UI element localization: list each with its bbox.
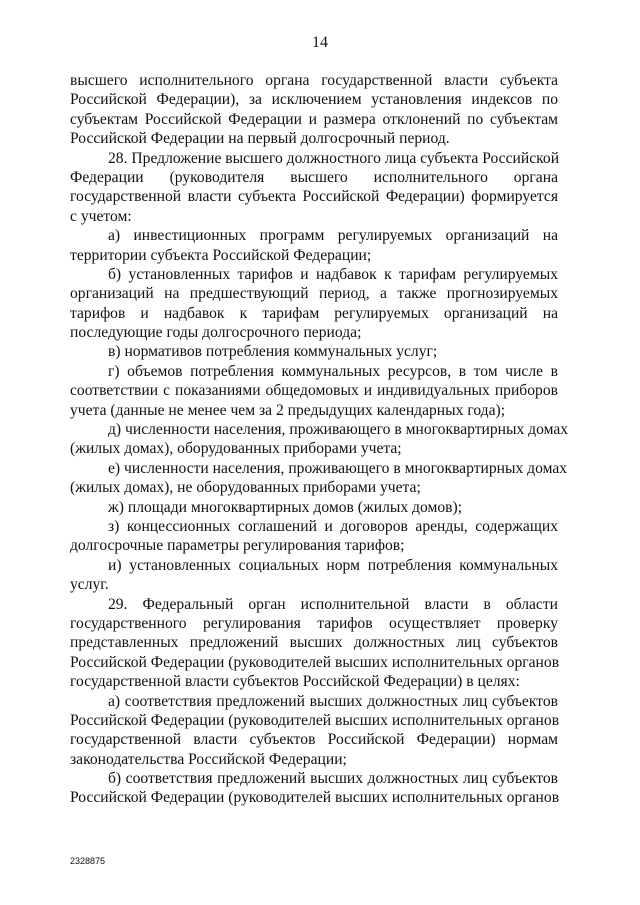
text-line: з) концессионных соглашений и договоров аренды, содержащих	[108, 517, 558, 535]
text-line: последующие годы долгосрочного периода;	[70, 324, 362, 342]
text-line: соответствии с показаниями общедомовых и индивидуальных приборов	[70, 382, 558, 400]
text-line: 29. Федеральный орган исполнительной власти в области	[108, 595, 558, 613]
text-line: Федерации (руководителя высшего исполнительного органа	[70, 168, 558, 186]
document-code: 2328875	[70, 856, 106, 866]
text-line: территории субъекта Российской Федерации;	[70, 246, 372, 264]
text-line: учета (данные не менее чем за 2 предыдущих календарных года);	[70, 401, 506, 419]
text-line: долгосрочные параметры регулирования тарифов;	[70, 537, 405, 555]
text-line: Российской Федерации (руководителей высших исполнительных органов	[70, 711, 560, 729]
page-number: 14	[312, 34, 328, 51]
text-line: (жилых домах), оборудованных приборами учета;	[70, 440, 402, 458]
text-line: государственной власти субъекта Российской Федерации) формируется	[70, 188, 558, 206]
text-line: Российской Федерации на первый долгосрочный период.	[70, 130, 450, 148]
text-line: представленных предложений высших должностных лиц субъектов	[70, 634, 558, 652]
text-line: 28. Предложение высшего должностного лица субъекта Российской	[108, 149, 560, 167]
text-line: государственной власти субъектов Российской Федерации) нормам	[70, 731, 558, 749]
text-line: г) объемов потребления коммунальных ресурсов, в том числе в	[108, 362, 558, 380]
text-line: а) соответствия предложений высших должностных лиц субъектов	[108, 692, 558, 710]
text-line: Российской Федерации (руководителей высших исполнительных органов	[70, 653, 560, 671]
text-line: ж) площади многоквартирных домов (жилых домов);	[108, 498, 463, 516]
text-line: услуг.	[70, 576, 109, 594]
text-line: д) численности населения, проживающего в многоквартирных домах	[108, 421, 569, 439]
text-line: высшего исполнительного органа государственной власти субъекта	[70, 72, 558, 89]
text-line: с учетом:	[70, 207, 132, 225]
text-line: (жилых домах), не оборудованных приборами учета;	[70, 479, 421, 497]
text-line: Российской Федерации (руководителей высших исполнительных органов	[70, 789, 560, 807]
text-line: законодательства Российской Федерации;	[70, 750, 347, 768]
text-line: б) соответствия предложений высших должностных лиц субъектов	[108, 770, 558, 788]
text-line: государственного регулирования тарифов осуществляет проверку	[70, 614, 558, 632]
text-line: б) установленных тарифов и надбавок к тарифам регулируемых	[108, 265, 558, 283]
text-line: субъектам Российской Федерации и размера отклонений по субъектам	[70, 110, 558, 128]
text-line: а) инвестиционных программ регулируемых организаций на	[108, 227, 558, 245]
text-line: государственной власти субъектов Российской Федерации) в целях:	[70, 673, 520, 691]
text-line: в) нормативов потребления коммунальных услуг;	[108, 343, 438, 361]
document-body	[70, 71, 569, 808]
text-line: Российской Федерации), за исключением установления индексов по	[70, 91, 558, 109]
text-line: е) численности населения, проживающего в многоквартирных домах	[108, 459, 568, 477]
text-line: организаций на предшествующий период, а также прогнозируемых	[70, 285, 558, 303]
text-line: и) установленных социальных норм потребления коммунальных	[108, 556, 558, 574]
text-line: тарифов и надбавок к тарифам регулируемых организаций на	[70, 304, 558, 322]
